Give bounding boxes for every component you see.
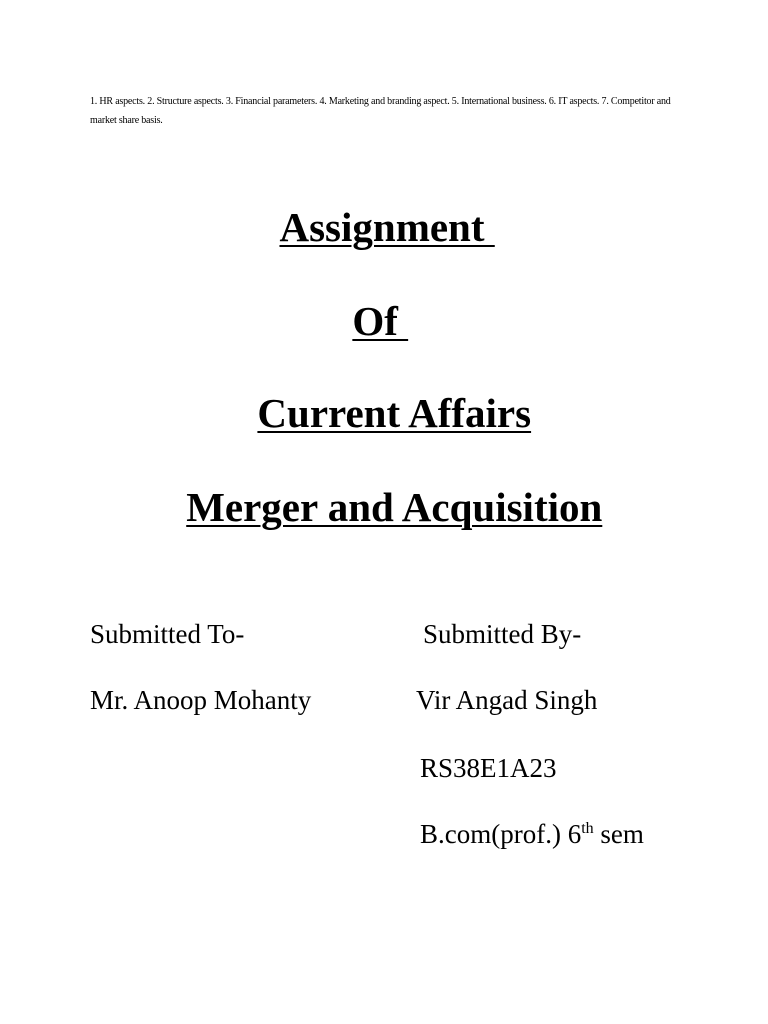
topic-list-note: 1. HR aspects. 2. Structure aspects. 3. Financial parameters. 4. Marketing and branding aspect. 5. International business. 6. IT aspects. 7. Competitor and market share basis.	[90, 96, 671, 126]
title-text-1: Assignment	[279, 204, 495, 250]
submitted-by-roll-number: RS38E1A23	[420, 753, 557, 783]
title-line-merger-acquisition	[0, 435, 768, 531]
submitted-to-name: Mr. Anoop Mohanty	[90, 685, 312, 715]
title-text-2: Of	[352, 298, 409, 344]
submitted-by-name: Vir Angad Singh	[416, 685, 598, 715]
course-suffix: sem	[593, 819, 644, 849]
title-line-of	[0, 249, 754, 345]
title-line-current-affairs	[0, 341, 768, 437]
course-ordinal-suffix: th	[581, 820, 594, 837]
title-text-4: Merger and Acquisition	[186, 484, 603, 530]
submitted-by-label: Submitted By-	[423, 619, 582, 649]
title-line-assignment	[0, 155, 762, 251]
submitted-to-label: Submitted To-	[90, 619, 245, 649]
title-text-3: Current Affairs	[257, 390, 532, 436]
course-prefix: B.com(prof.) 6	[420, 819, 582, 849]
submitted-by-course	[420, 818, 644, 850]
